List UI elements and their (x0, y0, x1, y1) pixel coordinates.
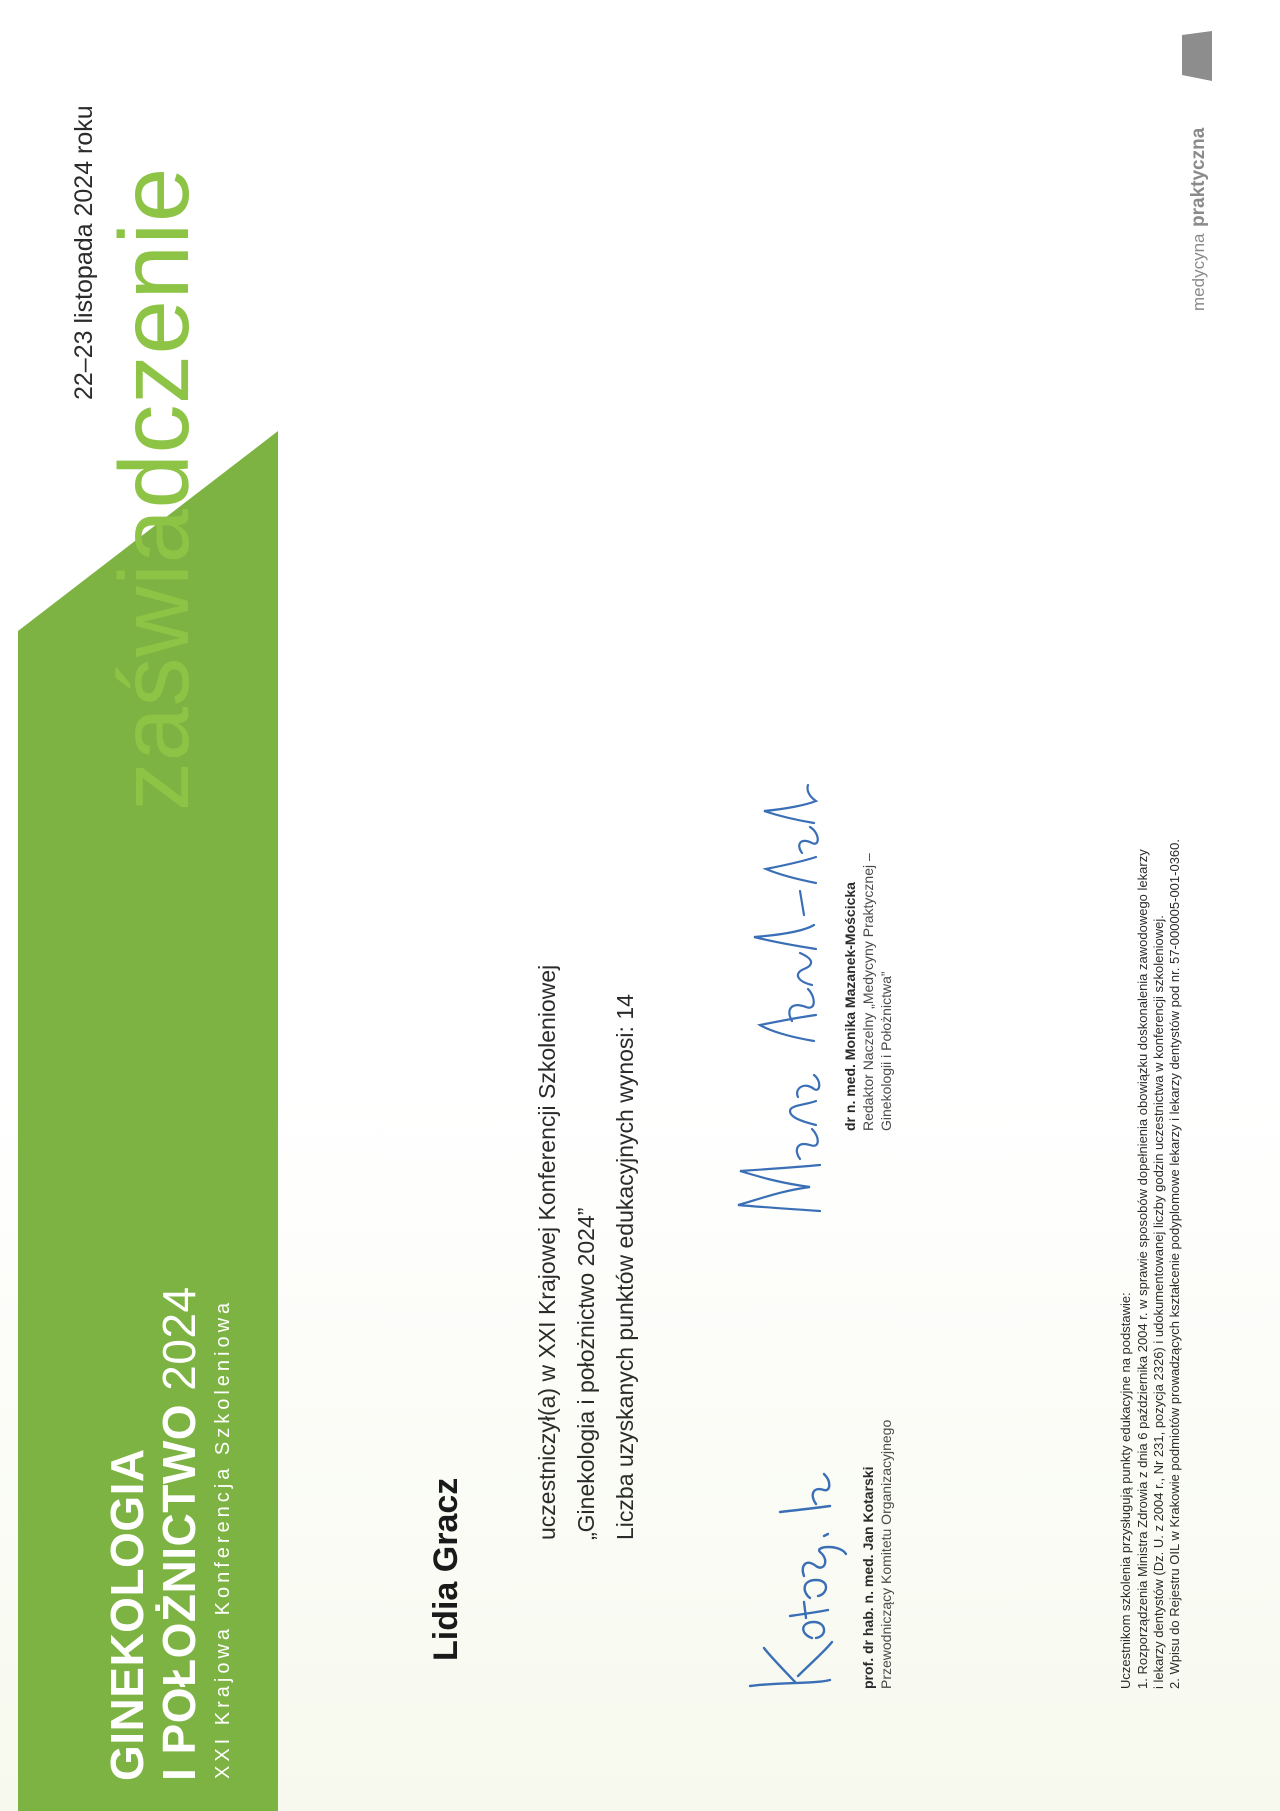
medycyna-praktyczna-logo (1160, 21, 1230, 311)
signature-mazanek-stroke-1 (738, 1075, 820, 1211)
logo-mark (1182, 31, 1212, 81)
education-points: Liczba uzyskanych punktów edukacyjnych wynosi: 14 (612, 994, 638, 1540)
signatory-2-name: dr n. med. Monika Mazanek-Mościcka (842, 882, 858, 1131)
event-date: 22–23 listopada 2024 roku (70, 105, 98, 400)
footnote-item2: 2. Wpisu do Rejestru OIL w Krakowie podmiotów prowadzących kształcenie podyplomowe lekarzy i lekarzy dentystów pod nr. 57-000005-001-0360. (1167, 838, 1182, 1689)
signatory-2-role-line2: Ginekologii i Położnictwa” (878, 971, 894, 1131)
signatory-2-role-line1: Redaktor Naczelny „Medycyny Praktycznej – (860, 853, 876, 1131)
signature-kotarski-stroke-2 (790, 1547, 846, 1638)
conference-subtitle: XXI Krajowa Konferencja Szkoleniowa (212, 1298, 234, 1779)
conference-name-line2-text: I POŁOŻNICTWO (153, 1403, 205, 1781)
conference-quoted-name: „Ginekologia i położnictwo 2024” (573, 1207, 599, 1540)
certificate-title: zaświadczenie (99, 167, 209, 811)
footnote-intro: Uczestnikom szkolenia przysługują punkty edukacyjne na podstawie: (1118, 1292, 1133, 1689)
logo-word-medycyna: medycyna (1189, 233, 1208, 311)
logo-word-praktyczna: praktyczna (1188, 127, 1209, 227)
conference-name-line2 (152, 1286, 206, 1781)
signature-kotarski-stroke-1 (750, 1642, 832, 1686)
signatory-1-name: prof. dr hab. n. med. Jan Kotarski (860, 1466, 876, 1689)
participation-statement: uczestniczył(a) w XXI Krajowej Konferencji Szkoleniowej (534, 964, 560, 1540)
footnote-item1-line2: i lekarzy dentystów (Dz. U. z 2004 r., Nr 231, pozycja 2326) i udokumentowanej liczby godzin uczestnictwa w konferencji szkoleniowej. (1151, 915, 1166, 1689)
signature-kotarski (720, 1466, 850, 1696)
signature-kotarski-stroke-3 (780, 1474, 830, 1536)
footnote-item1-line1: 1. Rozporządzenia Ministra Zdrowia z dnia 6 października 2004 r. w sprawie sposobów dopełnienia obowiązku doskonalenia zawodowego lekarzy (1135, 849, 1150, 1689)
signature-mazanek-moscicka (720, 781, 830, 1221)
signature-mazanek-stroke-2 (754, 925, 816, 1041)
conference-year: 2024 (153, 1286, 205, 1391)
participant-name: Lidia Gracz (427, 1477, 465, 1661)
conference-name-line1: GINEKOLOGIA (101, 1448, 153, 1781)
signatory-1-role: Przewodniczący Komitetu Organizacyjnego (878, 1419, 894, 1689)
signature-mazanek-stroke-3 (764, 785, 818, 915)
